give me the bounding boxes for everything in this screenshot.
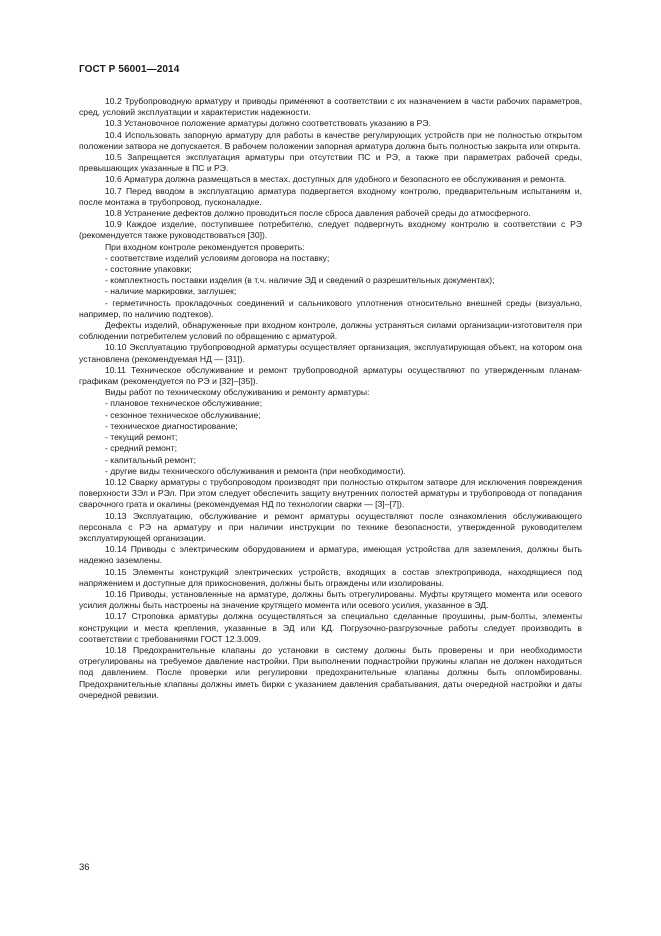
paragraph: - соответствие изделий условиям договора на поставку; [105,252,330,263]
paragraph: Виды работ по техническому обслуживанию и ремонту арматуры: [105,387,370,398]
paragraph: - техническое диагностирование; [105,420,238,431]
paragraph: 10.12 Сварку арматуры с трубопроводом производят при полностью открытом затворе для исключения повреждения поверхности ЗЭл и РЭл. При этом следует обеспечить защиту внутренних полостей арматуры и трубопровода от попадания сварочного грата и окалины (рекомендуемая НД по технологии сварки — [3]–[7]). [79,476,582,510]
paragraph: 10.14 Приводы с электрическим оборудованием и арматура, имеющая устройства для заземления, должны быть надежно заземлены. [79,544,582,566]
paragraph: 10.3 Установочное положение арматуры должно соответствовать указанию в РЭ. [105,118,431,129]
paragraph: 10.8 Устранение дефектов должно проводиться после сброса давления рабочей среды до атмосферного. [105,208,531,219]
paragraph: 10.15 Элементы конструкций электрических устройств, входящих в состав электропривода, находящиеся под напряжением и доступные для прикосновения, должны быть ограждены или изолированы. [79,566,582,588]
paragraph: 10.2 Трубопроводную арматуру и приводы применяют в соответствии с их назначением в части рабочих параметров, сред, условий эксплуатации и характеристик надежности. [79,96,582,118]
paragraph: 10.18 Предохранительные клапаны до установки в систему должны быть проверены и при необходимости отрегулированы на требуемое давление настройки. При выполнении поднастройки пружины клапан не должен находиться под давлением. После проверки или регулировки предохранительные клапаны должны быть опломбированы. Предохранительные клапаны должны иметь бирки с указанием давления срабатывания, даты очередной настройки и даты очередной ревизии. [79,644,582,700]
paragraph: 10.13 Эксплуатацию, обслуживание и ремонт арматуры осуществляют после ознакомления обслуживающего персонала с РЭ на арматуру и при наличии инструкции по технике безопасности, утвержденной руководителем эксплуатирующей организации. [79,510,582,543]
paragraph: 10.6 Арматура должна размещаться в местах, доступных для удобного и безопасного ее обслуживания и ремонта. [105,174,567,185]
paragraph: 10.11 Техническое обслуживание и ремонт трубопроводной арматуры осуществляют по утвержденным планам-графикам (рекомендуется по РЭ и [32]–[35]). [79,364,582,387]
paragraph: 10.9 Каждое изделие, поступившее потребителю, следует подвергнуть входному контролю в соответствии с РЭ (рекомендуется также руководствоваться [30]). [79,219,582,241]
paragraph: - сезонное техническое обслуживание; [105,409,261,420]
paragraph: Дефекты изделий, обнаруженные при входном контроле, должны устраняться силами организации-изготовителя при соблюдении потребителем условий по обращению с арматурой. [79,320,582,342]
paragraph: 10.4 Использовать запорную арматуру для работы в качестве регулирующих устройств при не полностью открытом положении затвора не допускается. В рабочем положении запорная арматура должна быть полностью закрыта или открыта. [79,129,582,151]
paragraph: 10.10 Эксплуатацию трубопроводной арматуры осуществляет организация, эксплуатирующая объект, на котором она установлена (рекомендуемая НД — [31]). [79,342,582,364]
paragraph: - состояние упаковки; [105,264,192,275]
paragraph: 10.16 Приводы, установленные на арматуре, должны быть отрегулированы. Муфты крутящего момента или осевого усилия должны быть настроены на значение крутящего момента или осевого усилия, указанное в ЭД. [79,588,582,611]
paragraph: - средний ремонт; [105,443,177,454]
paragraph: - капитальный ремонт; [105,454,196,465]
paragraph: 10.5 Запрещается эксплуатация арматуры при отсутствии ПС и РЭ, а также при параметрах рабочей среды, превышающих указанные в ПС и РЭ. [79,152,582,174]
page-header-title: ГОСТ Р 56001—2014 [79,64,180,75]
paragraph: - текущий ремонт; [105,432,178,443]
paragraph: 10.7 Перед вводом в эксплуатацию арматура подвергается входному контролю, предварительным испытаниям и, после монтажа в трубопровод, пусконаладке. [79,185,582,207]
paragraph: 10.17 Строповка арматуры должна осуществляться за специально сделанные проушины, рым-болты, элементы конструкции и места крепления, указанные в ЭД или КД. Погрузочно-разгрузочные работы следует производить в соответствии с требованиями ГОСТ 12.3.009. [79,611,582,644]
page-number: 36 [79,862,90,873]
paragraph: - герметичность прокладочных соединений и сальникового уплотнения относительно внешней среды (визуально, например, по наличию подтеков). [79,297,582,319]
paragraph: - комплектность поставки изделия (в т.ч. наличие ЭД и сведений о разрешительных документах); [105,275,495,286]
document-body [79,96,582,701]
paragraph: При входном контроле рекомендуется проверить: [105,241,305,252]
paragraph: - плановое техническое обслуживание; [105,398,263,409]
paragraph: - другие виды технического обслуживания и ремонта (при необходимости). [105,465,406,476]
paragraph: - наличие маркировки, заглушек; [105,286,237,297]
